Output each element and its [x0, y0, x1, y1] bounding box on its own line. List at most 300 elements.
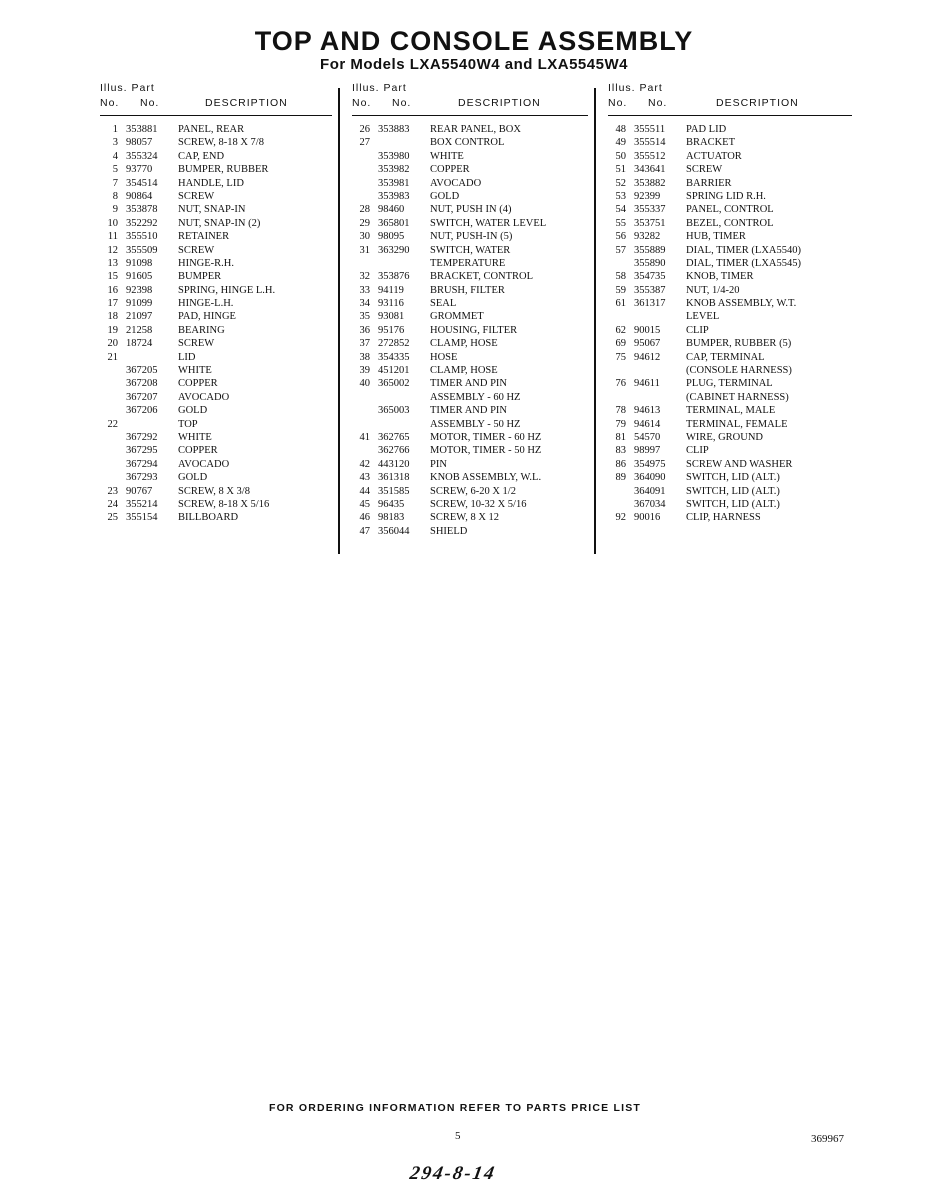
table-row [352, 310, 588, 323]
table-row [608, 324, 852, 337]
illus-no [608, 498, 634, 511]
description: BRUSH, FILTER [430, 284, 505, 296]
description: COPPER [178, 378, 218, 390]
illus-no [352, 404, 378, 417]
parts-list [100, 123, 332, 525]
part-no: 353878 [126, 204, 158, 216]
description: (CONSOLE HARNESS) [686, 365, 792, 377]
description: SWITCH, LID (ALT.) [686, 472, 780, 484]
table-row [100, 150, 332, 163]
description: LID [178, 351, 196, 363]
description: GOLD [430, 190, 460, 202]
illus-no: 9 [112, 204, 118, 216]
illus-no: 38 [359, 351, 370, 363]
header-description: DESCRIPTION [716, 97, 799, 109]
description: CLIP, HARNESS [686, 512, 761, 524]
part-no: 355511 [634, 124, 666, 135]
part-no [378, 391, 430, 404]
illus-no: 20 [107, 338, 118, 350]
description: SCREW [178, 190, 215, 202]
description: RETAINER [178, 231, 230, 243]
part-no: 353751 [634, 217, 666, 229]
description: LEVEL [686, 311, 720, 323]
part-no: 355890 [634, 257, 666, 269]
description: SWITCH, LID (ALT.) [686, 485, 780, 497]
description: PANEL, REAR [178, 124, 245, 135]
description: BRACKET [686, 137, 736, 149]
description: BUMPER, RUBBER (5) [686, 338, 792, 350]
illus-no: 43 [359, 472, 370, 484]
illus-no: 52 [615, 177, 626, 189]
description: HINGE-L.H. [178, 298, 234, 310]
illus-no: 39 [359, 365, 370, 377]
table-row [608, 458, 852, 471]
illus-no [100, 444, 126, 457]
description: PIN [430, 458, 447, 470]
part-no: 362766 [378, 445, 410, 457]
illus-no: 15 [107, 271, 118, 283]
description: HOSE [430, 351, 458, 363]
description: DIAL, TIMER (LXA5540) [686, 244, 801, 256]
illus-no: 33 [359, 284, 370, 296]
description: CAP, TERMINAL [686, 351, 765, 363]
part-no: 90016 [634, 512, 661, 524]
description: PLUG, TERMINAL [686, 378, 773, 390]
part-no: 353882 [634, 177, 666, 189]
part-no: 367292 [126, 431, 158, 443]
column-header [608, 82, 852, 116]
description: SCREW, 10-32 X 5/16 [430, 498, 527, 510]
column-divider [338, 88, 340, 554]
table-row [608, 485, 852, 498]
illus-no: 47 [359, 525, 370, 537]
part-no: 95176 [378, 324, 405, 336]
illus-no: 42 [359, 458, 370, 470]
description: HOUSING, FILTER [430, 324, 518, 336]
illus-no: 8 [112, 190, 118, 202]
part-no: 93116 [378, 298, 404, 310]
table-row [100, 257, 332, 270]
table-row [608, 404, 852, 417]
part-no: 21258 [126, 324, 153, 336]
table-row [352, 270, 588, 283]
table-row [352, 458, 588, 471]
illus-no: 4 [112, 150, 118, 162]
part-no: 93081 [378, 311, 405, 323]
part-no: 91099 [126, 298, 153, 310]
part-no: 355387 [634, 284, 666, 296]
illus-no: 59 [615, 284, 626, 296]
table-row [608, 270, 852, 283]
part-no: 353982 [378, 164, 410, 176]
table-row [608, 217, 852, 230]
part-no: 355512 [634, 150, 666, 162]
table-row [100, 391, 332, 404]
description: SCREW [686, 164, 723, 176]
illus-no: 17 [107, 298, 118, 310]
header-illus-no: No. [608, 97, 628, 109]
part-no: 353883 [378, 124, 410, 135]
table-row [608, 377, 852, 390]
illus-no: 24 [107, 498, 118, 510]
header-part-no: No. [392, 97, 412, 109]
illus-no: 48 [615, 124, 626, 135]
part-no [634, 364, 686, 377]
table-row [100, 458, 332, 471]
illus-no: 41 [359, 431, 370, 443]
table-row [100, 364, 332, 377]
illus-no: 25 [107, 512, 118, 524]
part-no: 343641 [634, 164, 666, 176]
description: ACTUATOR [686, 150, 742, 162]
table-row [100, 511, 332, 524]
description: SPRING LID R.H. [686, 190, 766, 202]
part-no: 361318 [378, 472, 410, 484]
table-row [608, 310, 852, 323]
illus-no [352, 418, 378, 431]
description: COPPER [178, 445, 218, 457]
illus-no: 44 [359, 485, 370, 497]
illus-no: 40 [359, 378, 370, 390]
description: WHITE [178, 365, 212, 377]
table-row [100, 230, 332, 243]
part-no: 354514 [126, 177, 158, 189]
part-no: 355510 [126, 231, 158, 243]
description: HANDLE, LID [178, 177, 244, 189]
description: GOLD [178, 405, 208, 417]
description: SCREW [178, 244, 215, 256]
header-part-no: No. [140, 97, 160, 109]
parts-column-1 [100, 82, 332, 525]
description: ASSEMBLY - 50 HZ [430, 418, 521, 430]
table-row [100, 163, 332, 176]
table-row [352, 123, 588, 136]
part-no [634, 310, 686, 323]
document-number: 369967 [811, 1133, 844, 1145]
table-row [100, 270, 332, 283]
illus-no [608, 391, 634, 404]
part-no: 364090 [634, 472, 666, 484]
header-illus-part: Illus. Part [352, 82, 407, 94]
table-row [608, 257, 852, 270]
illus-no: 54 [615, 204, 626, 216]
description: BEZEL, CONTROL [686, 217, 774, 229]
table-row [100, 217, 332, 230]
illus-no: 28 [359, 204, 370, 216]
table-row [352, 230, 588, 243]
description: TOP [178, 418, 198, 430]
part-no: 93770 [126, 164, 153, 176]
illus-no [608, 485, 634, 498]
illus-no [100, 404, 126, 417]
description: NUT, PUSH IN (4) [430, 204, 512, 216]
part-no: 94119 [378, 284, 404, 296]
header-illus-part: Illus. Part [608, 82, 663, 94]
table-row [352, 244, 588, 257]
part-no [378, 257, 430, 270]
illus-no: 18 [107, 311, 118, 323]
description: NUT, 1/4-20 [686, 284, 740, 296]
description: MOTOR, TIMER - 60 HZ [430, 431, 542, 443]
description: (CABINET HARNESS) [686, 391, 789, 403]
table-row [352, 511, 588, 524]
table-row [100, 177, 332, 190]
part-no: 443120 [378, 458, 410, 470]
table-row [352, 485, 588, 498]
description: TERMINAL, MALE [686, 405, 776, 417]
part-no: 95067 [634, 338, 661, 350]
illus-no: 13 [107, 257, 118, 269]
description: CLAMP, HOSE [430, 365, 498, 377]
table-row [100, 284, 332, 297]
description: NUT, SNAP-IN [178, 204, 246, 216]
table-row [352, 418, 588, 431]
illus-no: 81 [615, 431, 626, 443]
description: KNOB, TIMER [686, 271, 754, 283]
illus-no: 29 [359, 217, 370, 229]
description: TERMINAL, FEMALE [686, 418, 788, 430]
description: MOTOR, TIMER - 50 HZ [430, 445, 542, 457]
description: REAR PANEL, BOX [430, 124, 521, 135]
description: SHIELD [430, 525, 468, 537]
description: PANEL, CONTROL [686, 204, 774, 216]
part-no: 91098 [126, 257, 153, 269]
table-row [352, 190, 588, 203]
part-no: 91605 [126, 271, 153, 283]
part-no: 272852 [378, 338, 410, 350]
illus-no: 5 [112, 164, 118, 176]
description: SCREW, 8 X 12 [430, 512, 500, 524]
description: KNOB ASSEMBLY, W.T. [686, 298, 797, 310]
table-row [352, 337, 588, 350]
part-no: 355509 [126, 244, 158, 256]
description: DIAL, TIMER (LXA5545) [686, 257, 801, 269]
table-row [608, 418, 852, 431]
ordering-note: FOR ORDERING INFORMATION REFER TO PARTS PRICE LIST [268, 1102, 642, 1114]
part-no: 367293 [126, 472, 158, 484]
illus-no [100, 458, 126, 471]
table-row [608, 136, 852, 149]
illus-no: 27 [359, 137, 370, 149]
table-row [352, 377, 588, 390]
illus-no [352, 177, 378, 190]
illus-no [100, 471, 126, 484]
table-row [352, 471, 588, 484]
illus-no: 26 [359, 124, 370, 135]
table-row [352, 163, 588, 176]
part-no: 361317 [634, 298, 666, 310]
parts-list [352, 123, 588, 538]
illus-no: 11 [107, 231, 118, 243]
description: BRACKET, CONTROL [430, 271, 534, 283]
description: BARRIER [686, 177, 732, 189]
description: COPPER [430, 164, 470, 176]
part-no: 367295 [126, 445, 158, 457]
illus-no [352, 257, 378, 270]
part-no: 363290 [378, 244, 410, 256]
description: TEMPERATURE [430, 257, 506, 269]
description: NUT, PUSH-IN (5) [430, 231, 513, 243]
illus-no [608, 364, 634, 377]
part-no: 96435 [378, 498, 405, 510]
part-no: 353981 [378, 177, 410, 189]
illus-no: 30 [359, 231, 370, 243]
description: SEAL [430, 298, 457, 310]
part-no: 94614 [634, 418, 661, 430]
illus-no: 45 [359, 498, 370, 510]
description: AVOCADO [178, 391, 230, 403]
illus-no: 19 [107, 324, 118, 336]
illus-no [352, 391, 378, 404]
table-row [352, 404, 588, 417]
part-no: 92398 [126, 284, 153, 296]
description: SCREW, 8 X 3/8 [178, 485, 250, 497]
illus-no: 55 [615, 217, 626, 229]
table-row [608, 230, 852, 243]
part-no: 365003 [378, 405, 410, 417]
description: BEARING [178, 324, 225, 336]
header-illus-no: No. [100, 97, 120, 109]
table-row [100, 136, 332, 149]
description: SWITCH, WATER [430, 244, 511, 256]
illus-no [352, 150, 378, 163]
table-row [608, 444, 852, 457]
column-divider [594, 88, 596, 554]
part-no: 355154 [126, 512, 158, 524]
illus-no: 16 [107, 284, 118, 296]
table-row [608, 391, 852, 404]
description: WHITE [430, 150, 464, 162]
table-row [608, 244, 852, 257]
table-row [608, 471, 852, 484]
table-row [608, 351, 852, 364]
description: SWITCH, WATER LEVEL [430, 217, 547, 229]
table-row [352, 391, 588, 404]
part-no: 353876 [378, 271, 410, 283]
part-no: 92399 [634, 190, 661, 202]
column-header [100, 82, 332, 116]
illus-no: 31 [359, 244, 370, 256]
parts-list [608, 123, 852, 525]
part-no: 21097 [126, 311, 153, 323]
illus-no: 57 [615, 244, 626, 256]
part-no: 90015 [634, 324, 661, 336]
part-no: 90864 [126, 190, 153, 202]
part-no: 90767 [126, 485, 153, 497]
illus-no: 3 [112, 137, 118, 149]
table-row [100, 471, 332, 484]
part-no: 93282 [634, 231, 661, 243]
table-row [608, 337, 852, 350]
part-no: 367207 [126, 391, 158, 403]
description: NUT, SNAP-IN (2) [178, 217, 261, 229]
description: CLIP [686, 445, 709, 457]
header-part-no: No. [648, 97, 668, 109]
table-row [100, 244, 332, 257]
header-illus-part: Illus. Part [100, 82, 155, 94]
illus-no: 23 [107, 485, 118, 497]
part-no: 352292 [126, 217, 158, 229]
table-row [352, 150, 588, 163]
table-row [352, 203, 588, 216]
illus-no: 7 [112, 177, 118, 189]
description: ASSEMBLY - 60 HZ [430, 391, 521, 403]
table-row [608, 511, 852, 524]
table-row [352, 297, 588, 310]
description: CAP, END [178, 150, 225, 162]
description: HINGE-R.H. [178, 257, 234, 269]
illus-no: 89 [615, 472, 626, 484]
illus-no [608, 310, 634, 323]
description: SWITCH, LID (ALT.) [686, 498, 780, 510]
illus-no: 75 [615, 351, 626, 363]
description: AVOCADO [430, 177, 482, 189]
table-row [100, 431, 332, 444]
illus-no: 79 [615, 418, 626, 430]
illus-no: 12 [107, 244, 118, 256]
description: BUMPER, RUBBER [178, 164, 269, 176]
part-no: 98183 [378, 512, 405, 524]
part-no: 98057 [126, 137, 153, 149]
illus-no [352, 444, 378, 457]
table-row [352, 284, 588, 297]
header-description: DESCRIPTION [205, 97, 288, 109]
page-title: TOP AND CONSOLE ASSEMBLY [254, 26, 694, 56]
table-row [100, 351, 332, 364]
page-subtitle: For Models LXA5540W4 and LXA5545W4 [320, 56, 628, 73]
description: SCREW [178, 338, 215, 350]
table-row [352, 177, 588, 190]
table-row [352, 136, 588, 149]
part-no [378, 418, 430, 431]
table-row [608, 498, 852, 511]
description: SCREW, 6-20 X 1/2 [430, 485, 516, 497]
description: TIMER AND PIN [430, 405, 508, 417]
part-no: 353983 [378, 190, 410, 202]
illus-no: 78 [615, 405, 626, 417]
illus-no: 58 [615, 271, 626, 283]
illus-no: 53 [615, 190, 626, 202]
description: WIRE, GROUND [686, 431, 763, 443]
table-row [608, 150, 852, 163]
part-no: 356044 [378, 525, 410, 537]
table-row [352, 257, 588, 270]
part-no: 354335 [378, 351, 410, 363]
table-row [100, 485, 332, 498]
part-no: 365801 [378, 217, 410, 229]
description: SCREW AND WASHER [686, 458, 793, 470]
description: AVOCADO [178, 458, 230, 470]
table-row [608, 163, 852, 176]
table-row [608, 123, 852, 136]
description: BUMPER [178, 271, 222, 283]
illus-no [100, 391, 126, 404]
description: SCREW, 8-18 X 7/8 [178, 137, 264, 149]
illus-no: 49 [615, 137, 626, 149]
illus-no: 50 [615, 150, 626, 162]
table-row [352, 498, 588, 511]
illus-no: 22 [107, 418, 118, 430]
table-row [352, 351, 588, 364]
description: PAD, HINGE [178, 311, 236, 323]
illus-no: 76 [615, 378, 626, 390]
part-no [126, 418, 178, 431]
description: WHITE [178, 431, 212, 443]
table-row [608, 364, 852, 377]
table-row [100, 190, 332, 203]
illus-no [352, 163, 378, 176]
table-row [100, 377, 332, 390]
